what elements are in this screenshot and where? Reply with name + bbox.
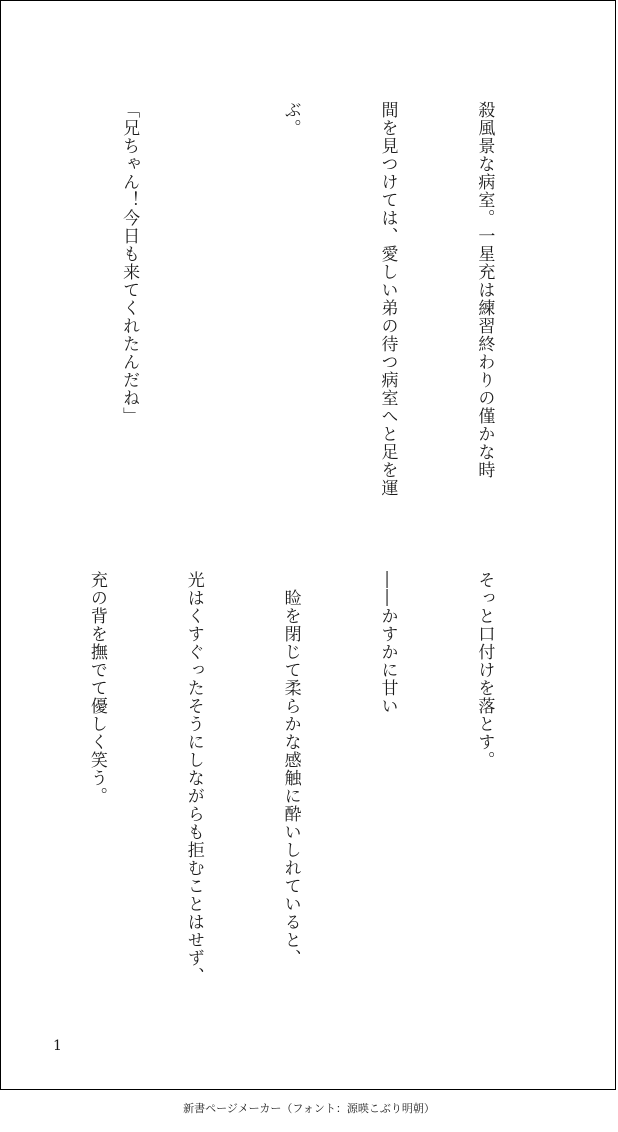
text-line: 光はくすぐったそうにしながらも拒むことはせず、 [183, 571, 204, 985]
text-line: そっと口付けを落とす。 [474, 571, 495, 769]
footer-credit: 新書ページメーカー（フォント：源暎こぶり明朝） [183, 1102, 435, 1115]
text-line: 充の背を撫でて優しく笑う。 [86, 571, 107, 805]
text-line: ぶ。 [280, 101, 301, 137]
text-line: 「兄ちゃん！今日も来てくれたんだね」 [119, 101, 140, 425]
text-block-upper [45, 101, 565, 581]
text-line: ――かすかに甘い [377, 571, 398, 715]
text-line: 間を見つけては、愛しい弟の待つ病室へと足を運 [377, 101, 398, 497]
page-number: 1 [53, 1038, 62, 1054]
text-line: 殺風景な病室。一星充は練習終わりの僅かな時 [474, 101, 495, 479]
text-line: 睑を閉じて柔らかな感触に酔いしれていると、 [280, 571, 301, 967]
text-block-lower [45, 571, 565, 1051]
